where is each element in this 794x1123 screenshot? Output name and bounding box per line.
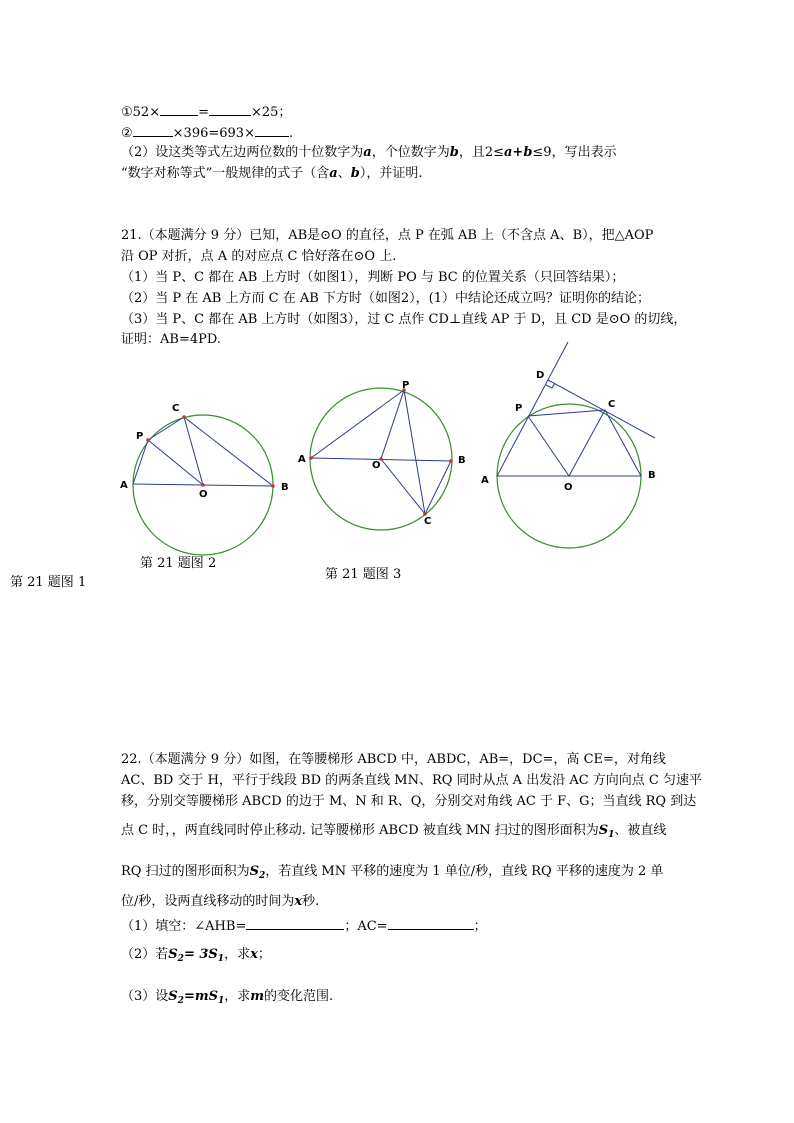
figure-3 <box>481 342 656 548</box>
caption-figure-1: 第 21 题图 1 <box>10 575 87 590</box>
label-c: C <box>172 403 180 414</box>
q21-line-3: （1）当 P、C 都在 AB 上方时（如图1），判断 PO 与 BC 的位置关系（只回答结果）； <box>121 270 625 285</box>
label-c: C <box>608 399 616 410</box>
label-a: A <box>120 480 128 491</box>
label-a: A <box>481 475 489 486</box>
q22-line-6: 位/秒，设两直线移动的时间为x秒. <box>121 894 320 909</box>
label-c: C <box>424 516 432 527</box>
label-b: B <box>281 482 289 493</box>
q22-part-3: （3）设$S_2=mS_1$，求m的变化范围. <box>121 989 334 1006</box>
q20-equation-1: ①52× = ×25； <box>121 101 291 123</box>
label-b: B <box>458 455 466 466</box>
label-p: P <box>136 431 144 442</box>
q20-part2-line1: （2）设这类等式左边两位数的十位数字为a，个位数字为b，且2≤a+b≤9，写出表示 <box>121 145 617 160</box>
figure-2 <box>298 380 466 530</box>
caption-figure-2: 第 21 题图 2 <box>140 556 217 571</box>
q22-line-5: RQ 扫过的图形面积为$S_2$，若直线 MN 平移的速度为 1 单位/秒，直线 RQ 平移的速度为 2 单 <box>121 864 664 881</box>
q22-line-1: 22.（本题满分 9 分）如图，在等腰梯形 ABCD 中，ABDC，AB=，DC=，高 CE=，对角线 <box>121 752 666 767</box>
q21-line-6: 证明：AB=4PD. <box>121 332 221 347</box>
q21-line-5: （3）当 P、C 都在 AB 上方时（如图3），过 C 点作 CD⊥直线 AP 于 D，且 CD 是⊙O 的切线， <box>121 312 687 327</box>
label-o: O <box>199 489 208 500</box>
q22-line-3: 移，分别交等腰梯形 ABCD 的边于 M、N 和 R、Q，分别交对角线 AC 于 F、G；当直线 RQ 到达 <box>121 794 697 809</box>
figure-1 <box>120 403 289 555</box>
q22-line-2: AC、BD 交于 H，平行于线段 BD 的两条直线 MN、RQ 同时从点 A 出发沿 AC 方向向点 C 匀速平 <box>121 773 703 788</box>
ac-length-blank[interactable] <box>388 915 474 930</box>
label-o: O <box>372 460 381 471</box>
label-p: P <box>515 403 523 414</box>
label-b: B <box>648 470 656 481</box>
label-d: D <box>536 370 545 381</box>
q22-line-4: 点 C 时，，两直线同时停止移动. 记等腰梯形 ABCD 被直线 MN 扫过的图形面积为$S_1$、被直线 <box>121 823 667 840</box>
q21-line-1: 21.（本题满分 9 分）已知，AB是⊙O 的直径，点 P 在弧 AB 上（不含点 A、B），把△AOP <box>121 228 654 243</box>
q20-part2-line2: “数字对称等式”一般规律的式子（含a、b），并证明. <box>121 166 423 181</box>
q22-part-2: （2）若$S_2= 3S_1$，求x； <box>121 947 271 964</box>
q21-line-2: 沿 OP 对折，点 A 的对应点 C 恰好落在⊙O 上. <box>121 249 397 264</box>
caption-figure-3: 第 21 题图 3 <box>325 567 402 582</box>
q20-equation-2: ② ×396=693× . <box>121 122 293 144</box>
label-p: P <box>402 380 410 391</box>
label-o: O <box>564 482 573 493</box>
angle-ahb-blank[interactable] <box>246 915 344 930</box>
label-a: A <box>298 454 306 465</box>
q22-part-1: （1）填空：∠AHB= ；AC= ； <box>121 915 487 937</box>
q21-line-4: （2）当 P 在 AB 上方而 C 在 AB 下方时（如图2），(1）中结论还成立吗？证明你的结论； <box>121 291 651 306</box>
